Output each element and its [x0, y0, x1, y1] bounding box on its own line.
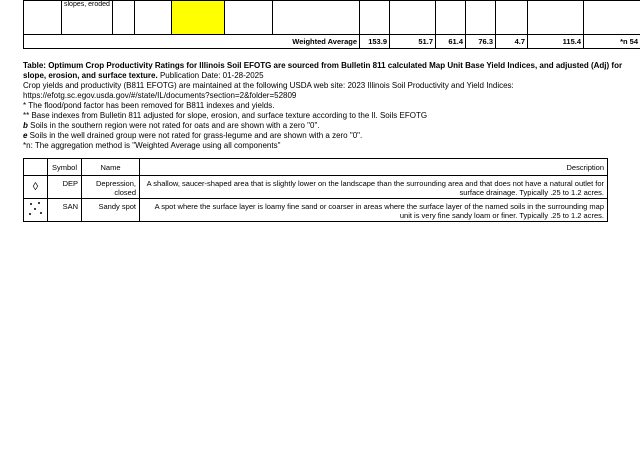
value-cell: 61.4 — [436, 35, 466, 49]
note-line: Crop yields and productivity (B811 EFOTG) are maintained at the following USDA web site: 2023 Illinois Soil Productivity and Yield Indices: — [23, 81, 514, 90]
yield-table — [23, 0, 640, 49]
note-text: Soils in the well drained group were not rated for grass-legume and are shown with a zero "0". — [27, 131, 363, 140]
note-prefix: b — [23, 121, 28, 130]
table-cell — [528, 1, 584, 35]
note-line — [23, 131, 623, 141]
table-cell — [273, 1, 360, 35]
symbol-name: Depression, closed — [82, 176, 140, 199]
table-cell — [584, 1, 640, 35]
depression-icon: ◊ — [24, 176, 48, 199]
value-cell: *n 54 — [584, 35, 640, 49]
legend-header-description: Description — [140, 159, 608, 176]
value-cell: 51.7 — [390, 35, 436, 49]
note-line — [23, 121, 623, 131]
note-line: *n: The aggregation method is "Weighted Average using all components" — [23, 141, 281, 150]
value-cell: 76.3 — [466, 35, 496, 49]
table-cell — [135, 1, 172, 35]
notes-title — [23, 61, 623, 81]
source-url[interactable]: https://efotg.sc.egov.usda.gov/#/state/IL/documents?section=2&folder=52809 — [23, 91, 297, 100]
symbol-code: DEP — [48, 176, 82, 199]
weighted-average-row — [24, 35, 640, 49]
symbol-name: Sandy spot — [82, 199, 140, 222]
table-row — [24, 1, 640, 35]
legend-header-symbol: Symbol — [48, 159, 82, 176]
map-symbol-legend — [23, 158, 608, 222]
legend-header-name: Name — [82, 159, 140, 176]
table-cell — [390, 1, 436, 35]
table-cell — [360, 1, 390, 35]
table-cell — [24, 1, 62, 35]
symbol-code: SAN — [48, 199, 82, 222]
table-cell — [113, 1, 135, 35]
table-cell — [436, 1, 466, 35]
weighted-average-label: Weighted Average — [24, 35, 360, 49]
highlighted-cell — [172, 1, 225, 35]
table-cell — [496, 1, 528, 35]
note-line: * The flood/pond factor has been removed for B811 indexes and yields. — [23, 101, 275, 110]
legend-header-icon — [24, 159, 48, 176]
table-cell — [225, 1, 273, 35]
note-line: ** Base indexes from Bulletin 811 adjusted for slope, erosion, and surface texture according to the Il. Soils EFOTG — [23, 111, 428, 120]
table-cell — [466, 1, 496, 35]
symbol-description: A shallow, saucer-shaped area that is slightly lower on the landscape than the surrounding area and that does not have a natural outlet for surface drainage. Typically .25 to 1.2 acres. — [140, 176, 608, 199]
note-prefix: e — [23, 131, 28, 140]
note-text: Soils in the southern region were not rated for oats and are shown with a zero "0". — [27, 121, 320, 130]
value-cell: 153.9 — [360, 35, 390, 49]
notes-title-text: Table: Optimum Crop Productivity Ratings for Illinois Soil EFOTG are sourced from Bulletin 811 calculated Map Unit Base Yield Indices, and adjusted (Adj) for slope, erosion, and surface texture. — [23, 61, 623, 80]
symbol-description: A spot where the surface layer is loamy fine sand or coarser in areas where the surface layer of the named soils in the surrounding map unit is very fine sandy loam or finer. Typically .25 to 1.2 acres. — [140, 199, 608, 222]
value-cell: 115.4 — [528, 35, 584, 49]
map-unit-name-cell: slopes, eroded — [62, 1, 113, 35]
publication-date: Publication Date: 01-28-2025 — [159, 71, 264, 80]
legend-header-row — [24, 159, 608, 176]
value-cell: 4.7 — [496, 35, 528, 49]
table-notes — [23, 61, 623, 151]
sandy-spot-icon — [24, 199, 48, 222]
legend-row — [24, 176, 608, 199]
legend-row — [24, 199, 608, 222]
